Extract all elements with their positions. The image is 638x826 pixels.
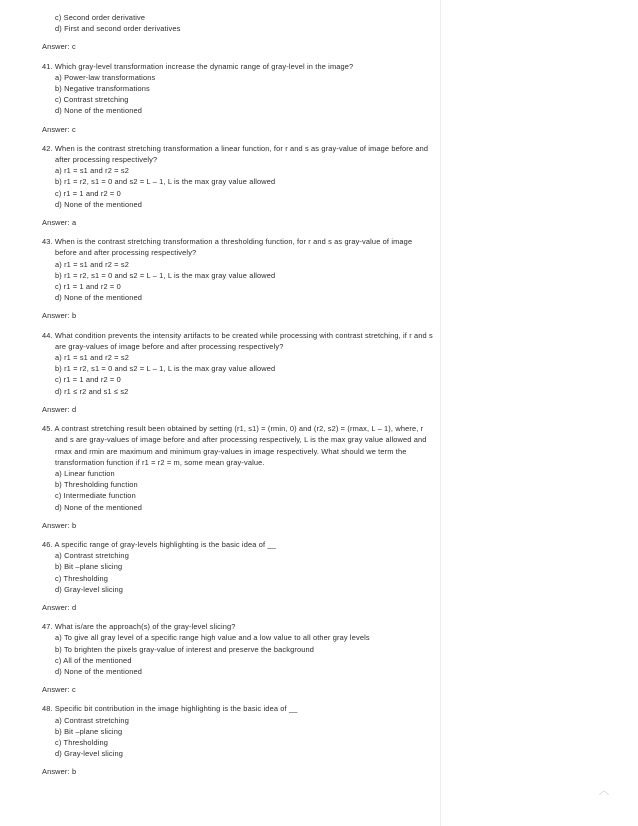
option: c) Contrast stretching	[55, 95, 129, 105]
option: d) None of the mentioned	[55, 293, 143, 303]
question-text: 48. Specific bit contribution in the image highlighting is the basic idea of __	[42, 704, 298, 714]
option: b) Negative transformations	[55, 84, 150, 94]
option: b) r1 = r2, s1 = 0 and s2 = L – 1, L is the max gray value allowed	[55, 177, 276, 187]
option: a) r1 = s1 and r2 = s2	[55, 353, 129, 363]
option: b) r1 = r2, s1 = 0 and s2 = L – 1, L is the max gray value allowed	[55, 270, 276, 280]
option: d) First and second order derivatives	[55, 24, 181, 34]
question-block	[42, 703, 434, 777]
option: c) r1 = 1 and r2 = 0	[55, 282, 121, 292]
option: c) Intermediate function	[55, 491, 136, 501]
option: a) Power-law transformations	[55, 72, 156, 82]
option: b) Bit –plane slicing	[55, 726, 123, 736]
question-block	[42, 236, 434, 321]
quiz-content	[42, 12, 434, 786]
question-list	[42, 61, 434, 778]
question-block	[42, 143, 434, 228]
question-text: 47. What is/are the approach(s) of the gray-level slicing?	[42, 622, 236, 632]
option: d) Gray-level slicing	[55, 749, 124, 759]
answer: Answer: c	[42, 42, 76, 52]
option: c) Thresholding	[55, 573, 109, 583]
option: b) r1 = r2, s1 = 0 and s2 = L – 1, L is the max gray value allowed	[55, 364, 276, 374]
question-block	[42, 61, 434, 135]
answer: Answer: b	[42, 520, 77, 530]
option: c) All of the mentioned	[55, 655, 132, 665]
question-block	[42, 330, 434, 415]
question-text: 43. When is the contrast stretching transformation a thresholding function, for r and s as gray-value of image before and after processing respectively?	[42, 237, 413, 258]
answer: Answer: c	[42, 124, 76, 134]
chevron-up-icon[interactable]: ︿	[599, 786, 609, 797]
question-text: 46. A specific range of gray-levels highlighting is the basic idea of __	[42, 539, 276, 549]
option: d) None of the mentioned	[55, 666, 143, 676]
option: c) Second order derivative	[55, 13, 146, 22]
option: d) Gray-level slicing	[55, 584, 124, 594]
question-text: 44. What condition prevents the intensity artifacts to be created while processing with contrast stretching, if r and s are gray-values of image before and after processing respectively?	[42, 330, 433, 351]
option: a) r1 = s1 and r2 = s2	[55, 166, 129, 176]
option: c) Thresholding	[55, 737, 109, 747]
question-text: 45. A contrast stretching result been obtained by setting (r1, s1) = (rmin, 0) and (r2, s2) = (rmax, L – 1), where, r and s are gray-values of image before and after processing respectively, L is the max gray value allowed and rmax and rmin are maximum and minimum gray-values in image respectively. What should we term the transformation function if r1 = r2 = m, some mean gray-value.	[42, 424, 427, 467]
option: a) r1 = s1 and r2 = s2	[55, 259, 129, 269]
answer: Answer: b	[42, 767, 77, 777]
option: b) Thresholding function	[55, 480, 138, 490]
question-block	[42, 539, 434, 613]
option: a) Linear function	[55, 468, 115, 478]
option: a) Contrast stretching	[55, 551, 129, 561]
option: a) Contrast stretching	[55, 715, 129, 725]
question-text: 42. When is the contrast stretching transformation a linear function, for r and s as gray-value of image before and after processing respectively?	[42, 143, 429, 165]
question-text: 41. Which gray-level transformation increase the dynamic range of gray-level in the image?	[42, 61, 354, 71]
option: d) r1 ≤ r2 and s1 ≤ s2	[55, 386, 129, 396]
answer: Answer: d	[42, 404, 77, 414]
answer: Answer: c	[42, 685, 76, 695]
question-block	[42, 621, 434, 695]
option: b) Bit –plane slicing	[55, 562, 123, 572]
answer: Answer: a	[42, 218, 77, 228]
question-block	[42, 423, 434, 531]
answer: Answer: d	[42, 602, 77, 612]
intro-block	[42, 12, 434, 53]
option: c) r1 = 1 and r2 = 0	[55, 188, 121, 198]
option: d) None of the mentioned	[55, 199, 143, 209]
answer: Answer: b	[42, 311, 77, 321]
option: c) r1 = 1 and r2 = 0	[55, 375, 121, 385]
option: a) To give all gray level of a specific range high value and a low value to all other gray levels	[55, 633, 370, 643]
option: b) To brighten the pixels gray-value of interest and preserve the background	[55, 644, 314, 654]
option: d) None of the mentioned	[55, 106, 143, 116]
option: d) None of the mentioned	[55, 502, 143, 512]
